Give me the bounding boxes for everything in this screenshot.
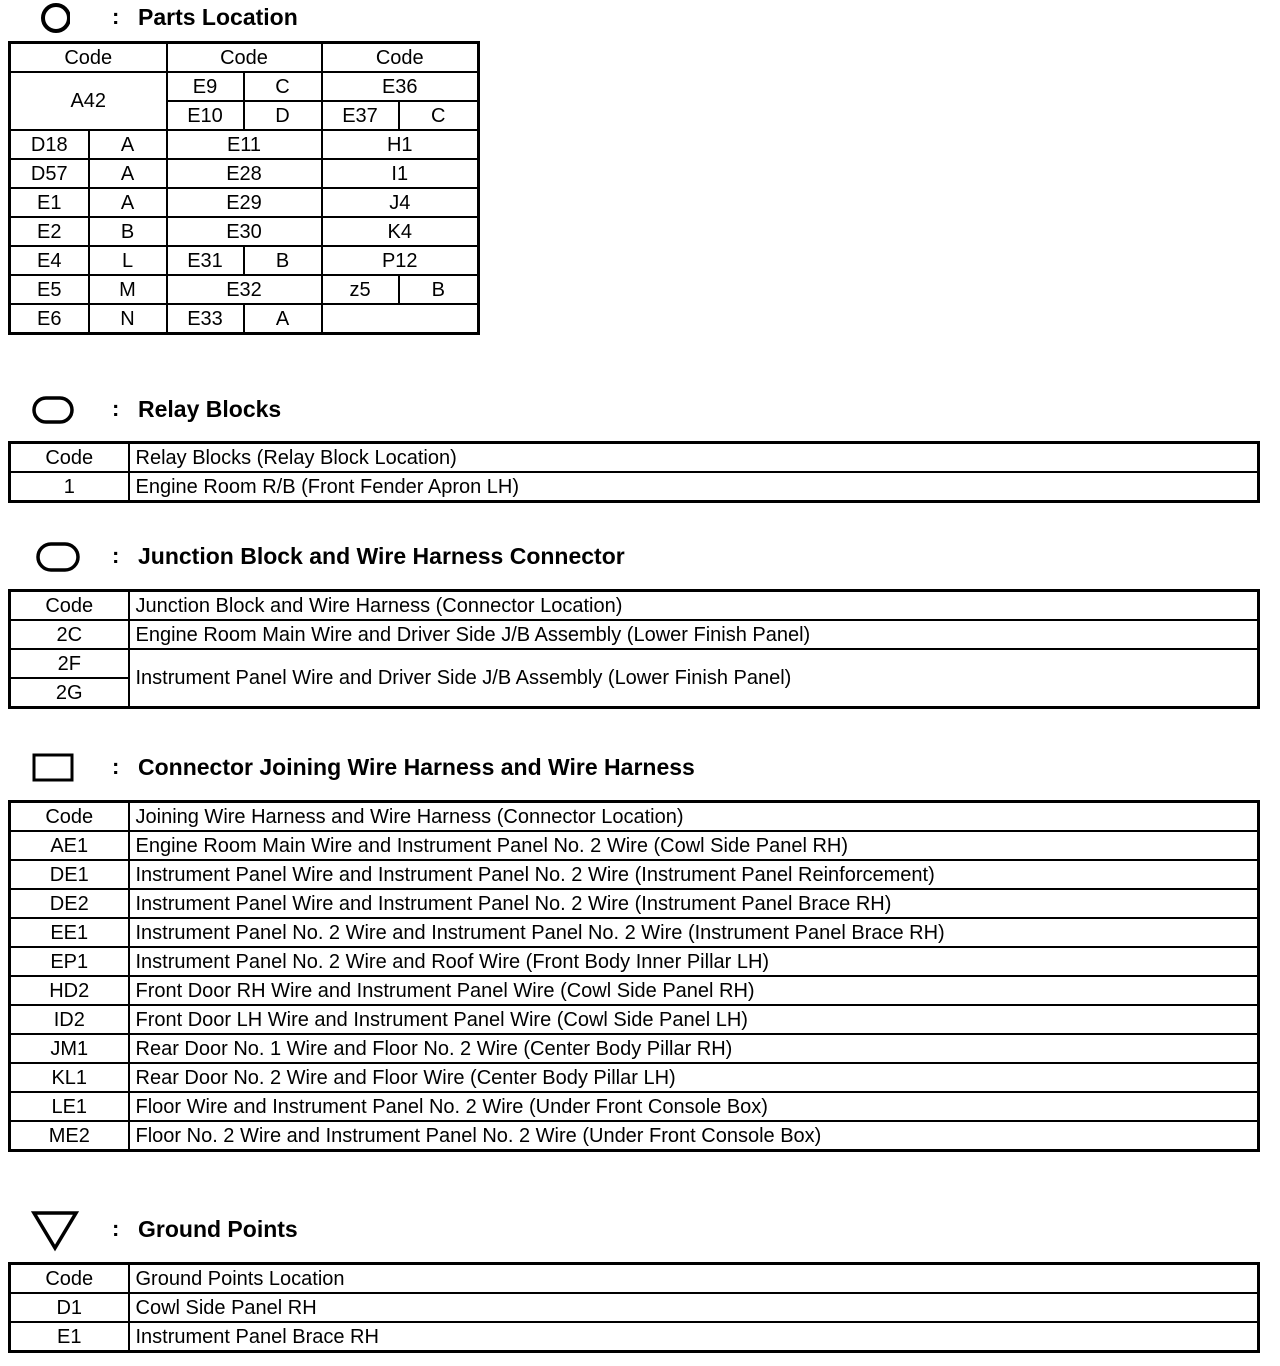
- row-description: Instrument Panel No. 2 Wire and Roof Wire (Front Body Inner Pillar LH): [129, 947, 1259, 976]
- header-description: Joining Wire Harness and Wire Harness (Connector Location): [129, 802, 1259, 832]
- row-description: Instrument Panel Wire and Driver Side J/B Assembly (Lower Finish Panel): [129, 649, 1259, 708]
- table-cell: E29: [167, 188, 322, 217]
- rounded-oval-symbol-icon: [30, 394, 80, 426]
- heading-colon: :: [112, 754, 120, 779]
- table-cell: I1: [322, 159, 479, 188]
- row-description: Rear Door No. 2 Wire and Floor Wire (Center Body Pillar LH): [129, 1063, 1259, 1092]
- table-row: [10, 918, 1259, 947]
- table-row: [10, 976, 1259, 1005]
- table-row: [10, 1063, 1259, 1092]
- table-cell: P12: [322, 246, 479, 275]
- table-row: [10, 472, 1259, 502]
- section-title: Connector Joining Wire Harness and Wire Harness: [138, 754, 695, 780]
- table-cell: B: [399, 275, 479, 304]
- table-row: [10, 275, 479, 304]
- table-cell: D: [244, 101, 322, 130]
- triangle-down-symbol-icon: [30, 1210, 82, 1252]
- connector-joining-table: [8, 800, 1260, 1152]
- table-header-row: [10, 1264, 1259, 1294]
- table-row: [10, 860, 1259, 889]
- header-code: Code: [10, 443, 129, 473]
- row-code: AE1: [10, 831, 129, 860]
- row-code: JM1: [10, 1034, 129, 1063]
- table-row: [10, 72, 479, 101]
- table-cell: E30: [167, 217, 322, 246]
- row-code: KL1: [10, 1063, 129, 1092]
- row-code: 2F: [10, 649, 129, 678]
- table-cell: A: [244, 304, 322, 334]
- row-code: LE1: [10, 1092, 129, 1121]
- row-code: EE1: [10, 918, 129, 947]
- table-cell: E6: [10, 304, 89, 334]
- table-cell: z5: [322, 275, 399, 304]
- header-code: Code: [10, 802, 129, 832]
- row-code: 1: [10, 472, 129, 502]
- table-cell: J4: [322, 188, 479, 217]
- table-cell: A: [89, 159, 167, 188]
- table-cell: E33: [167, 304, 244, 334]
- table-row: [10, 159, 479, 188]
- table-cell: E28: [167, 159, 322, 188]
- table-row: [10, 304, 479, 334]
- table-row: [10, 130, 479, 159]
- section-title: Parts Location: [138, 4, 298, 30]
- row-code: E1: [10, 1322, 129, 1352]
- table-row: [10, 889, 1259, 918]
- row-code: DE1: [10, 860, 129, 889]
- table-cell: E2: [10, 217, 89, 246]
- row-code: ID2: [10, 1005, 129, 1034]
- table-row: [10, 1121, 1259, 1151]
- table-row: [10, 246, 479, 275]
- table-cell: D57: [10, 159, 89, 188]
- table-cell: E5: [10, 275, 89, 304]
- table-row: [10, 831, 1259, 860]
- table-cell: L: [89, 246, 167, 275]
- header-code: Code: [322, 43, 479, 73]
- table-cell: E10: [167, 101, 244, 130]
- table-cell: A42: [10, 72, 167, 130]
- row-description: Instrument Panel Wire and Instrument Panel No. 2 Wire (Instrument Panel Brace RH): [129, 889, 1259, 918]
- table-row: [10, 1034, 1259, 1063]
- table-cell: E31: [167, 246, 244, 275]
- relay-blocks-table: [8, 441, 1260, 503]
- table-cell: D18: [10, 130, 89, 159]
- row-description: Front Door RH Wire and Instrument Panel Wire (Cowl Side Panel RH): [129, 976, 1259, 1005]
- table-cell: E1: [10, 188, 89, 217]
- table-cell: H1: [322, 130, 479, 159]
- table-cell: [322, 304, 479, 334]
- section-title: Junction Block and Wire Harness Connector: [138, 543, 625, 569]
- table-cell: K4: [322, 217, 479, 246]
- row-code: D1: [10, 1293, 129, 1322]
- header-description: Ground Points Location: [129, 1264, 1259, 1294]
- table-row: [10, 188, 479, 217]
- heading-colon: :: [112, 396, 120, 421]
- table-cell: M: [89, 275, 167, 304]
- circle-symbol-icon: [30, 2, 70, 34]
- row-description: Engine Room Main Wire and Driver Side J/B Assembly (Lower Finish Panel): [129, 620, 1259, 649]
- header-description: Junction Block and Wire Harness (Connector Location): [129, 591, 1259, 621]
- table-cell: C: [399, 101, 479, 130]
- table-row: [10, 620, 1259, 649]
- table-cell: B: [244, 246, 322, 275]
- header-description: Relay Blocks (Relay Block Location): [129, 443, 1259, 473]
- header-code: Code: [10, 1264, 129, 1294]
- row-code: DE2: [10, 889, 129, 918]
- header-code: Code: [167, 43, 322, 73]
- row-description: Floor Wire and Instrument Panel No. 2 Wire (Under Front Console Box): [129, 1092, 1259, 1121]
- table-header-row: [10, 591, 1259, 621]
- table-cell: E37: [322, 101, 399, 130]
- row-description: Front Door LH Wire and Instrument Panel Wire (Cowl Side Panel LH): [129, 1005, 1259, 1034]
- row-description: Engine Room Main Wire and Instrument Panel No. 2 Wire (Cowl Side Panel RH): [129, 831, 1259, 860]
- table-row: [10, 947, 1259, 976]
- header-code: Code: [10, 591, 129, 621]
- table-header-row: [10, 43, 479, 73]
- table-row: [10, 1005, 1259, 1034]
- row-code: ME2: [10, 1121, 129, 1151]
- row-description: Cowl Side Panel RH: [129, 1293, 1259, 1322]
- table-row: [10, 1092, 1259, 1121]
- parts-location-table: [8, 41, 480, 335]
- rounded-oval-symbol-icon: [30, 541, 86, 573]
- table-header-row: [10, 802, 1259, 832]
- row-code: 2C: [10, 620, 129, 649]
- row-code: HD2: [10, 976, 129, 1005]
- table-cell: E36: [322, 72, 479, 101]
- table-cell: C: [244, 72, 322, 101]
- table-cell: B: [89, 217, 167, 246]
- table-cell: E11: [167, 130, 322, 159]
- section-title: Ground Points: [138, 1216, 298, 1242]
- row-description: Instrument Panel Wire and Instrument Panel No. 2 Wire (Instrument Panel Reinforcement): [129, 860, 1259, 889]
- table-row: [10, 649, 1259, 678]
- junction-block-table: [8, 589, 1260, 709]
- table-cell: E4: [10, 246, 89, 275]
- row-description: Instrument Panel Brace RH: [129, 1322, 1259, 1352]
- row-code: EP1: [10, 947, 129, 976]
- table-cell: N: [89, 304, 167, 334]
- row-description: Floor No. 2 Wire and Instrument Panel No. 2 Wire (Under Front Console Box): [129, 1121, 1259, 1151]
- table-cell: E32: [167, 275, 322, 304]
- table-row: [10, 1293, 1259, 1322]
- table-cell: A: [89, 188, 167, 217]
- header-code: Code: [10, 43, 167, 73]
- table-header-row: [10, 443, 1259, 473]
- heading-colon: :: [112, 543, 120, 568]
- row-description: Engine Room R/B (Front Fender Apron LH): [129, 472, 1259, 502]
- row-description: Rear Door No. 1 Wire and Floor No. 2 Wire (Center Body Pillar RH): [129, 1034, 1259, 1063]
- ground-points-table: [8, 1262, 1260, 1353]
- table-cell: E9: [167, 72, 244, 101]
- rectangle-symbol-icon: [30, 752, 80, 784]
- table-row: [10, 1322, 1259, 1352]
- section-title: Relay Blocks: [138, 396, 282, 422]
- table-cell: A: [89, 130, 167, 159]
- heading-colon: :: [112, 4, 120, 29]
- row-code: 2G: [10, 678, 129, 708]
- row-description: Instrument Panel No. 2 Wire and Instrument Panel No. 2 Wire (Instrument Panel Brace RH): [129, 918, 1259, 947]
- table-row: [10, 217, 479, 246]
- heading-colon: :: [112, 1216, 120, 1241]
